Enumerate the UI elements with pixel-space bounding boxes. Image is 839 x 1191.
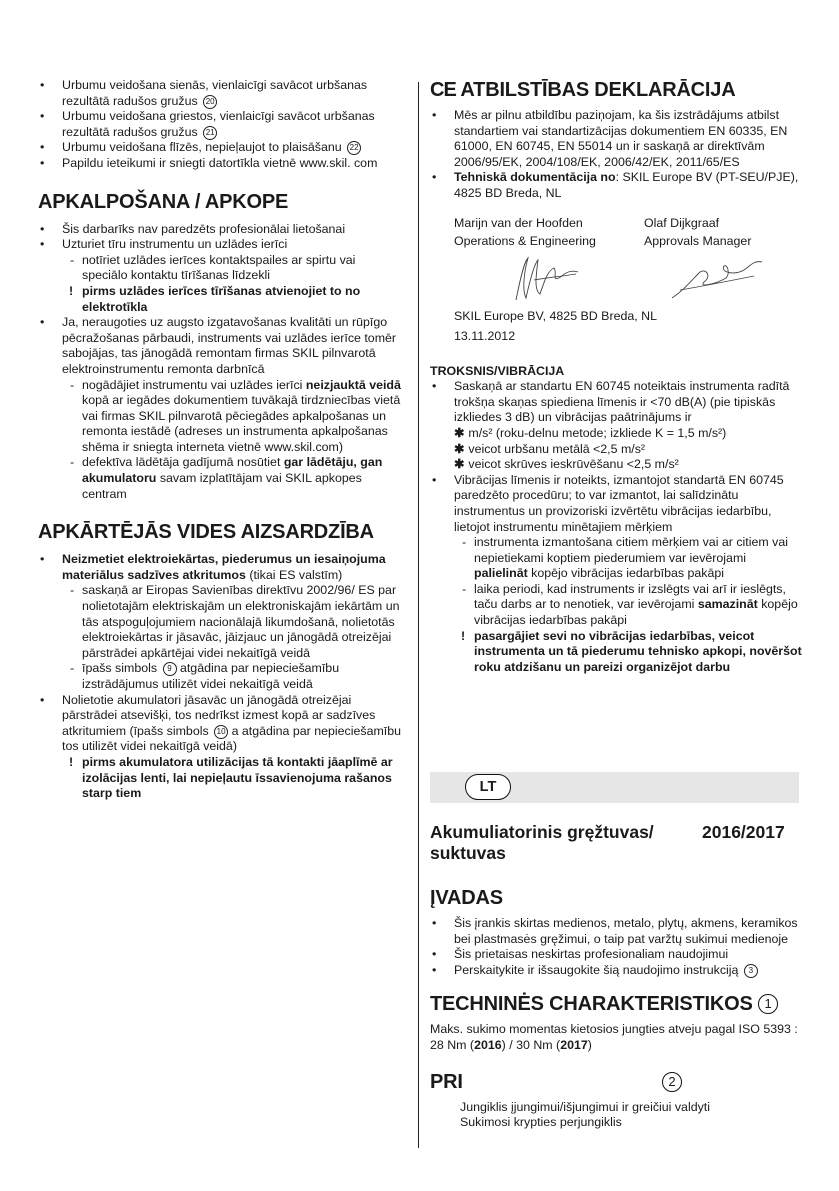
list-item: • Nolietotie akumulatori jāsavāc un jānogādā otreizējai pārstrādei atsevišķi, tos nedrīkst izmest kopā ar sadzīves atkritumiem (īpašs simbols 10 a atgādina par nepieciešamību tos utilizēt videi nekaitīgā veidā) ! pirms akumulatora utilizācijas tā kontakti jāaplīmē ar izolācijas lenti, lai nepieļautu īssavienojuma rašanos starp tiem <box>38 693 404 802</box>
section-title-troksnis: TROKSNIS/VIBRĀCIJA <box>430 363 565 378</box>
ce-mark: CE <box>430 79 456 101</box>
deklaracija-list <box>430 108 802 202</box>
tech-text: Maks. sukimo momentas kietosios jungties atveju pagal ISO 5393 : 28 Nm (2016) / 30 Nm (2017) <box>430 1022 798 1052</box>
asterisk-icon: ✱ <box>454 441 465 456</box>
signatory-role: Operations & Engineering <box>454 233 596 248</box>
list-item: Sukimosi krypties perjungiklis <box>460 1115 622 1130</box>
sub-item: - laika periodi, kad instruments ir izslēgts vai arī ir ieslēgts, taču darbs ar to nenotiek, var ievērojami samazināt kopējo vibrācijas iedarbības pakāpi <box>454 582 802 629</box>
signatory-role: Approvals Manager <box>644 233 752 248</box>
list-item: • Mēs ar pilnu atbildību paziņojam, ka šis izstrādājums atbilst standartiem vai standartizācijas dokumentiem EN 60335, EN 61000, EN 60745, EN 55014 un ir saskaņā ar direktīvām 2006/95/EK, 2004/108/EK, 2006/42/EK, 2011/65/ES <box>430 108 802 170</box>
section-title-apkalposana: APKALPOŠANA / APKOPE <box>38 190 289 213</box>
apkalposana-list <box>38 222 404 503</box>
warning-item: ! pasargājiet sevi no vibrācijas iedarbības, veicot instrumenta un tā piederumu tehnisko apkopi, novēršot roku atdzišanu un pareizi organizējot darbu <box>454 629 802 676</box>
list-item: • Ja, neraugoties uz augsto izgatavošanas kvalitāti un rūpīgo pēcražošanas pārbaudi, instruments vai uzlādes ierīce tomēr sabojājas, tas jānogādā remontam firmas SKIL pilnvarotā elektroinstrumentu remonta darbnīcā - nogādājiet instrumentu vai uzlādes ierīci neizjauktā veidā kopā ar iegādes dokumentiem tuvākajā tirdzniecības vietā vai firmas SKIL pilnvarotā pēciegādes apkalpošanas un remonta iestādē (adreses un instrumenta apkalpošanas shēma ir sniegta interneta vietnē www.skil.com) - defektīva lādētāja gadījumā nosūtiet gar lādētāju, gan akumulatoru savam izplatītājam vai SKIL apkopes centram <box>38 315 404 502</box>
ref-number: 22 <box>347 141 361 155</box>
top-bullet-list <box>38 78 404 172</box>
sub-item: - nogādājiet instrumentu vai uzlādes ierīci neizjauktā veidā kopā ar iegādes dokumentiem tuvākajā tirdzniecības vietā vai firmas SKIL pilnvarotā pēciegādes apkalpošanas un remonta iestādē (adreses un instrumenta apkalpošanas shēma ir sniegta interneta vietnē www.skil.com) <box>62 378 404 456</box>
list-item: • Urbumu veidošana griestos, vienlaicīgi savācot urbšanas rezultātā radušos gružus 21 <box>38 109 404 140</box>
asterisk-icon: ✱ <box>454 425 465 440</box>
company-address: SKIL Europe BV, 4825 BD Breda, NL <box>454 308 657 323</box>
signature-area <box>454 250 802 306</box>
list-item: • Šis prietaisas neskirtas profesionaliam naudojimui <box>430 947 802 963</box>
sub-item: - defektīva lādētāja gadījumā nosūtiet gar lādētāju, gan akumulatoru savam izplatītājam vai SKIL apkopes centram <box>62 455 404 502</box>
list-item: • Perskaitykite ir išsaugokite šią naudojimo instrukciją 3 <box>430 963 802 979</box>
signature-icon <box>454 250 814 306</box>
vides-list <box>38 552 404 802</box>
ref-number: 3 <box>744 964 758 978</box>
sub-item: - notīriet uzlādes ierīces kontaktspailes ar spirtu vai speciālo kontaktu tīrīšanas līdzekli <box>62 253 404 284</box>
list-item: • Urbumu veidošana sienās, vienlaicīgi savācot urbšanas rezultātā radušos gružus 20 <box>38 78 404 109</box>
lt-section <box>430 822 802 1131</box>
list-item: • Tehniskā dokumentācija no: SKIL Europe BV (PT-SEU/PJE), 4825 BD Breda, NL <box>430 170 802 201</box>
ref-number: 20 <box>203 95 217 109</box>
signatory-name: Marijn van der Hoofden <box>454 215 583 230</box>
list-item: • Vibrācijas līmenis ir noteikts, izmantojot standartā EN 60745 paredzēto procedūru; to var izmantot, lai salīdzinātu instrumentus un provizoriski izvērtētu vibrācijas iedarbību, lietojot instrumentu minētajiem mērķiem - instrumenta izmantošana citiem mērķiem vai ar citiem vai nepietiekami koptiem piederumiem var ievērojami palielināt kopējo vibrācijas iedarbības pakāpi - laika periodi, kad instruments ir izslēgts vai arī ir ieslēgts, taču darbs ar to nenotiek, var ievērojami samazināt kopējo vibrācijas iedarbības pakāpi ! pasargājiet sevi no vibrācijas iedarbības, veicot instrumenta un tā piederumu tehnisko apkopi, novēršot roku atdzišanu un pareizi organizējot darbu <box>430 473 802 676</box>
ref-number: 9 <box>163 662 177 676</box>
section-title-tech: TECHNINĖS CHARAKTERISTIKOS 1 <box>430 992 802 1016</box>
sub-item: - instrumenta izmantošana citiem mērķiem vai ar citiem vai nepietiekami koptiem piederumiem var ievērojami palielināt kopējo vibrācijas iedarbības pakāpi <box>454 535 802 582</box>
warning-item: ! pirms uzlādes ierīces tīrīšanas atvienojiet to no elektrotīkla <box>62 284 404 315</box>
troksnis-list <box>430 379 802 675</box>
column-divider <box>418 82 419 1148</box>
list-item: • Šis įrankis skirtas medienos, metalo, plytų, akmens, keramikos bei plastmasės gręžimui, o taip pat varžtų sukimui medienoje <box>430 916 802 947</box>
list-item: • Urbumu veidošana flīzēs, nepieļaujot to plaisāšanu 22 <box>38 140 404 156</box>
list-item: • Saskaņā ar standartu EN 60745 noteiktais instrumenta radītā trokšņa skaņas spiediena līmenis ir <70 dB(A) (pie tipiskās izkliedes 3 dB) un vibrācijas paātrinājums ir ✱ m/s² (roku-delnu metode; izkliede K = 1,5 m/s²) ✱ veicot urbšanu metālā <2,5 m/s² ✱ veicot skrūves ieskrūvēšanu <2,5 m/s² <box>430 379 802 473</box>
product-title: Akumuliatorinis gręžtuvas/ suktuvas 2016/2017 <box>430 822 785 863</box>
list-item: • Papildu ieteikumi ir sniegti datortīkla vietnē www.skil. com <box>38 156 404 172</box>
model-numbers: 2016/2017 <box>702 822 785 842</box>
asterisk-icon: ✱ <box>454 457 465 472</box>
warning-item: ! pirms akumulatora utilizācijas tā kontakti jāaplīmē ar izolācijas lenti, lai nepieļautu īssavienojuma rašanos starp tiem <box>62 755 404 802</box>
section-title-ivadas: ĮVADAS <box>430 887 503 909</box>
sub-item: - īpašs simbols 9 atgādina par nepieciešamību izstrādājumus utilizēt videi nekaitīgā veidā <box>62 661 404 692</box>
ref-number: 10 <box>214 725 228 739</box>
language-badge: LT <box>465 774 511 800</box>
right-column <box>430 78 802 675</box>
pri-heading: PRI 2 <box>430 1070 802 1096</box>
ivadas-list <box>430 916 802 978</box>
section-title-deklaracija: CE ATBILSTĪBAS DEKLARĀCIJA <box>430 79 736 101</box>
sub-item: - saskaņā ar Eiropas Savienības direktīvu 2002/96/ ES par nolietotajām elektriskajām un elektroniskajām iekārtām un tās atspoguļojumiem nacionālajā likumdošanā, nolietotās elektroiekārtas ir jāsavāc, jāizjauc un jānogādā otreizējai pārstrādei apkārtējai videi nekaitīgā veidā <box>62 583 404 661</box>
list-item: • Uzturiet tīru instrumentu un uzlādes ierīci - notīriet uzlādes ierīces kontaktspailes ar spirtu vai speciālo kontaktu tīrīšanas līdzekli ! pirms uzlādes ierīces tīrīšanas atvienojiet to no elektrotīkla <box>38 237 404 315</box>
ref-number: 21 <box>203 126 217 140</box>
list-item: Jungiklis įjungimui/išjungimui ir greičiui valdyti <box>460 1099 710 1114</box>
list-item: • Neizmetiet elektroiekārtas, piederumus un iesaiņojuma materiālus sadzīves atkritumos (tikai ES valstīm) - saskaņā ar Eiropas Savienības direktīvu 2002/96/ ES par nolietotajām elektriskajām un elektroniskajām iekārtām un tās atspoguļojumiem nacionālajā likumdošanā, nolietotās elektroiekārtas ir jāsavāc, jāizjauc un jānogādā otreizējai pārstrādei apkārtējai videi nekaitīgā veidā - īpašs simbols 9 atgādina par nepieciešamību izstrādājumus utilizēt videi nekaitīgā veidā <box>38 552 404 692</box>
ref-number: 2 <box>662 1072 682 1092</box>
ref-number: 1 <box>758 994 778 1014</box>
signatory-name: Olaf Dijkgraaf <box>644 215 720 230</box>
signatories <box>454 214 802 250</box>
left-column <box>38 78 404 802</box>
language-band <box>430 772 799 803</box>
section-title-vides: APKĀRTĒJĀS VIDES AIZSARDZĪBA <box>38 521 374 544</box>
declaration-date: 13.11.2012 <box>454 328 516 343</box>
list-item: • Šis darbarīks nav paredzēts profesionālai lietošanai <box>38 222 404 238</box>
pri-list <box>460 1100 802 1131</box>
